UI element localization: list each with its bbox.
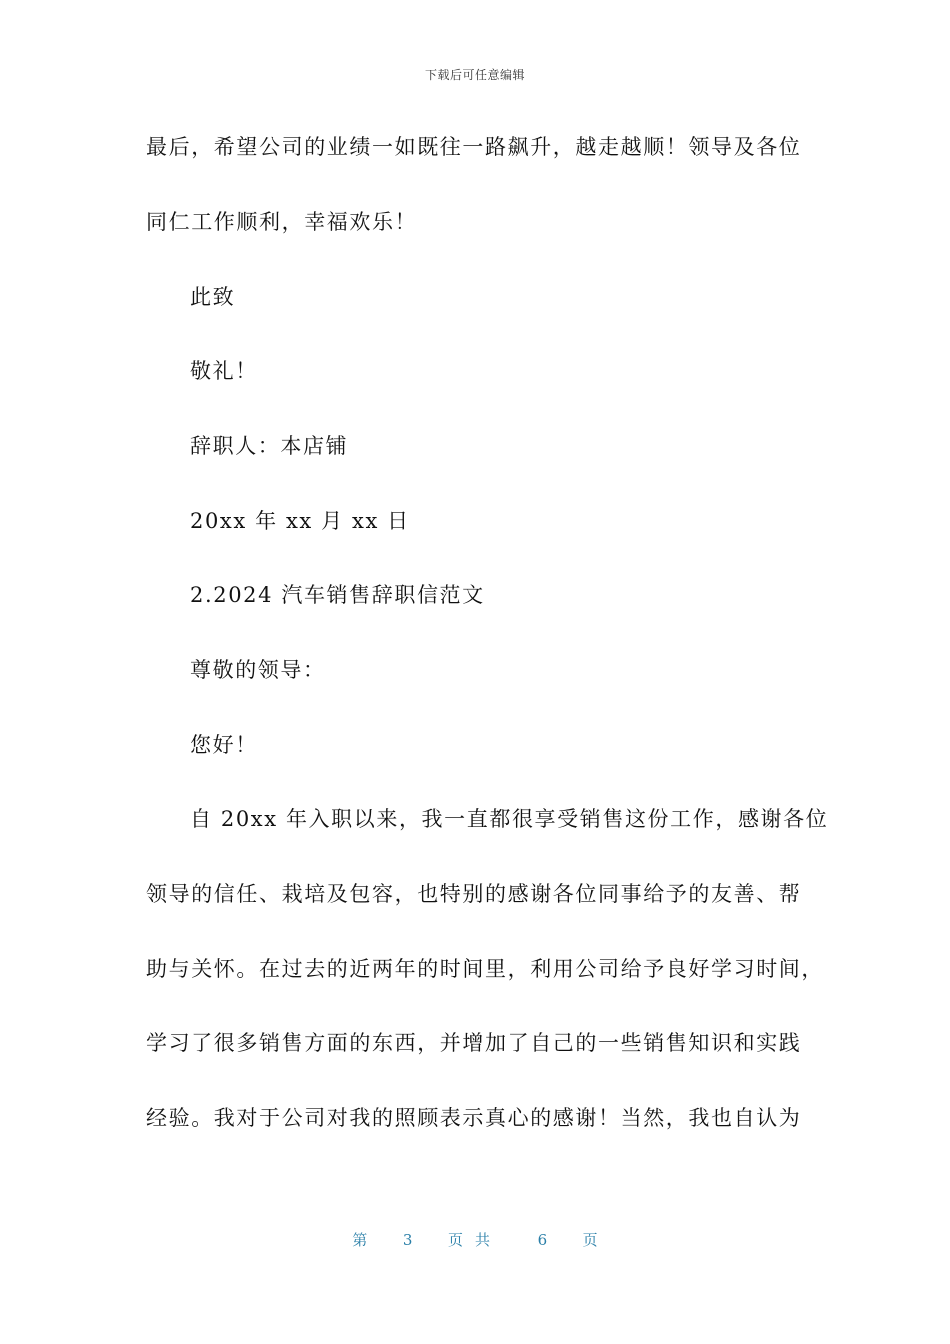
- date-line: 20xx 年 xx 月 xx 日: [190, 509, 410, 533]
- footer-label-end: 页: [582, 1231, 598, 1249]
- body-line-1: 最后，希望公司的业绩一如既往一路飙升，越走越顺！领导及各位: [146, 135, 802, 159]
- hello-line: 您好！: [190, 733, 258, 757]
- footer-total-pages: 6: [537, 1231, 548, 1249]
- page-header: 下载后可任意编辑: [424, 68, 525, 82]
- section-title: 2.2024 汽车销售辞职信范文: [190, 583, 485, 607]
- page-footer: [0, 1229, 950, 1250]
- body-line-4: 领导的信任、栽培及包容，也特别的感谢各位同事给予的友善、帮: [146, 882, 802, 906]
- body-line-6: 学习了很多销售方面的东西，并增加了自己的一些销售知识和实践: [146, 1031, 802, 1055]
- body-line-5: 助与关怀。在过去的近两年的时间里，利用公司给予良好学习时间，: [146, 957, 824, 981]
- greeting-line: 尊敬的领导：: [190, 658, 326, 682]
- body-line-2: 同仁工作顺利，幸福欢乐！: [146, 210, 418, 234]
- body-line-3: 自 20xx 年入职以来，我一直都很享受销售这份工作，感谢各位: [190, 807, 829, 831]
- footer-label-of: 页共: [447, 1231, 502, 1249]
- closing-salutation: 此致: [190, 285, 236, 309]
- footer-label-page: 第: [352, 1231, 368, 1249]
- body-line-7: 经验。我对于公司对我的照顾表示真心的感谢！当然，我也自认为: [146, 1106, 802, 1130]
- signature-line: 辞职人：本店铺: [190, 434, 349, 458]
- footer-current-page: 3: [402, 1231, 413, 1249]
- closing-respect: 敬礼！: [190, 359, 258, 383]
